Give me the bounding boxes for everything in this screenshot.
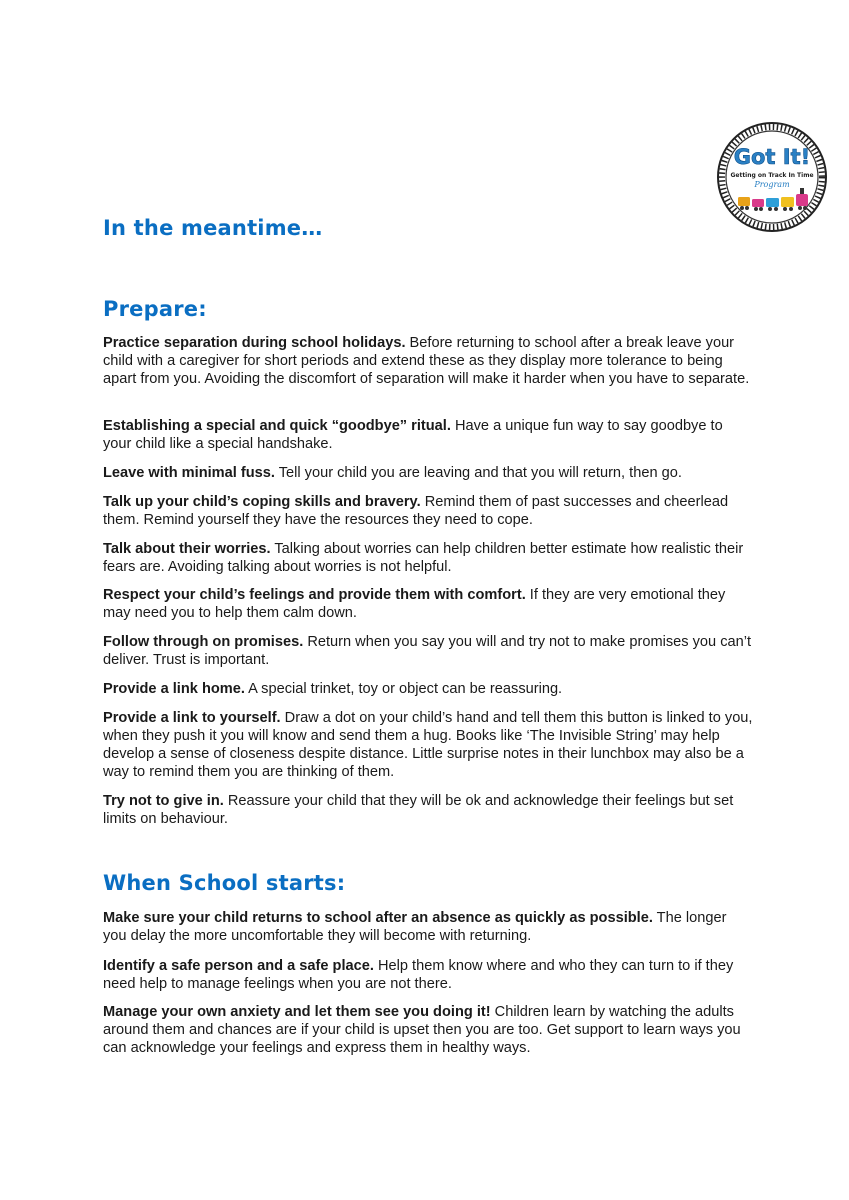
prepare-item: Provide a link home. A special trinket, toy or object can be reassuring. xyxy=(103,681,563,697)
heading-when-school-starts: When School starts: xyxy=(103,871,346,895)
logo-program: Program xyxy=(754,180,790,189)
prepare-item: Follow through on promises. Return when you say you will and try not to make promises you can’t deliver. Trust is important. xyxy=(103,634,752,668)
heading-prepare: Prepare: xyxy=(103,297,207,321)
prepare-item: Talk up your child’s coping skills and bravery. Remind them of past successes and cheerlead them. Remind yourself they have the resources they need to cope. xyxy=(103,494,729,528)
prepare-item: Try not to give in. Reassure your child that they will be ok and acknowledge their feelings but set limits on behaviour. xyxy=(103,793,734,827)
school-item: Identify a safe person and a safe place. Help them know where and who they can turn to if they need help to manage feelings when you are not there. xyxy=(103,958,734,992)
got-it-program-logo xyxy=(716,121,828,233)
prepare-item: Provide a link to yourself. Draw a dot on your child’s hand and tell them this button is linked to you, when they push it you will know and send them a hug. Books like ‘The Invisible String’ may help develop a sense of closeness despite distance. Little surprise notes in their lunchbox may also be a way to remind them you are thinking of them. xyxy=(103,710,753,780)
school-item: Manage your own anxiety and let them see you doing it! Children learn by watching the adults around them and chances are if your child is upset then you are too. Get support to learn ways you can acknowledge your feelings and express them in healthy ways. xyxy=(103,1004,741,1056)
logo-subtitle: Getting on Track In Time xyxy=(730,172,814,179)
logo-title: Got It! xyxy=(733,145,811,169)
prepare-item: Leave with minimal fuss. Tell your child you are leaving and that you will return, then go. xyxy=(103,465,682,481)
prepare-item: Establishing a special and quick “goodbye” ritual. Have a unique fun way to say goodbye to your child like a special handshake. xyxy=(103,418,723,452)
prepare-item: Respect your child’s feelings and provide them with comfort. If they are very emotional they may need you to help them calm down. xyxy=(103,587,726,621)
prepare-item: Talk about their worries. Talking about worries can help children better estimate how realistic their fears are. Avoiding talking about worries is not helpful. xyxy=(103,541,744,575)
school-item: Make sure your child returns to school after an absence as quickly as possible. The longer you delay the more uncomfortable they will become with returning. xyxy=(103,910,727,944)
prepare-item: Practice separation during school holidays. Before returning to school after a break leave your child with a caregiver for short periods and extend these as they display more tolerance to being apart from you. Avoiding the discomfort of separation will make it harder when you have to separate. xyxy=(103,335,750,387)
heading-in-the-meantime: In the meantime… xyxy=(103,216,323,240)
